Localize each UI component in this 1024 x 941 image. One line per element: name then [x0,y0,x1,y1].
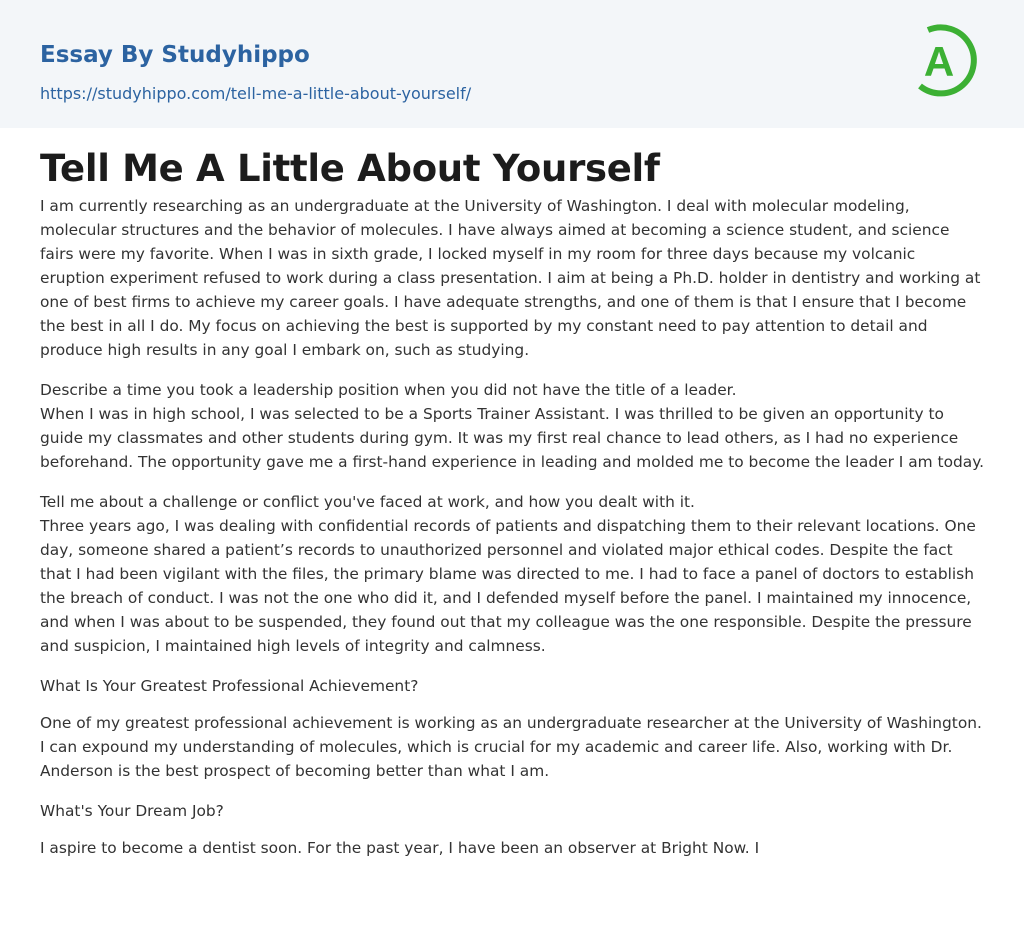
intro-paragraph: I am currently researching as an undergraduate at the University of Washington. I deal with molecular modeling, molecular structures and the behavior of molecules. I have always aimed at becoming a science student, and science fairs were my favorite. When I was in sixth grade, I locked myself in my room for three days because my volcanic eruption experiment refused to work during a class presentation. I aim at being a Ph.D. holder in dentistry and working at one of best firms to achieve my career goals. I have adequate strengths, and one of them is that I ensure that I become the best in all I do. My focus on achieving the best is supported by my constant need to pay attention to detail and produce high results in any goal I embark on, such as studying. [40,197,981,359]
logo-letter: A [923,38,955,85]
leadership-section [40,378,984,474]
challenge-answer: Three years ago, I was dealing with confidential records of patients and dispatching them to their relevant locations. One day, someone shared a patient’s records to unauthorized personnel and violated major ethical codes. Despite the fact that I had been vigilant with the files, the primary blame was directed to me. I had to face a panel of doctors to establish the breach of conduct. I was not the one who did it, and I defended myself before the panel. I maintained my innocence, and when I was about to be suspended, they found out that my colleague was the one responsible. Despite the pressure and suspicion, I maintained high levels of integrity and calmness. [40,517,976,655]
challenge-section [40,490,984,658]
site-brand[interactable]: Essay By Studyhippo [40,42,310,68]
studyhippo-logo-icon[interactable] [912,18,986,104]
dream-job-heading: What's Your Dream Job? [40,802,224,820]
leadership-question: Describe a time you took a leadership position when you did not have the title of a leader. [40,381,737,399]
essay-title: Tell Me A Little About Yourself [40,147,660,190]
site-header [0,0,1024,128]
achievement-paragraph: One of my greatest professional achievement is working as an undergraduate researcher at the University of Washington. I can expound my understanding of molecules, which is crucial for my academic and career life. Also, working with Dr. Anderson is the best prospect of becoming better than what I am. [40,714,982,780]
achievement-heading: What Is Your Greatest Professional Achievement? [40,677,419,695]
challenge-question: Tell me about a challenge or conflict you've faced at work, and how you dealt with it. [40,493,695,511]
page-url-link[interactable]: https://studyhippo.com/tell-me-a-little-about-yourself/ [40,84,472,103]
dream-job-paragraph: I aspire to become a dentist soon. For the past year, I have been an observer at Bright Now. I [40,839,760,857]
leadership-answer: When I was in high school, I was selected to be a Sports Trainer Assistant. I was thrilled to be given an opportunity to guide my classmates and other students during gym. It was my first real chance to lead others, as I had no experience beforehand. The opportunity gave me a first-hand experience in leading and molded me to become the leader I am today. [40,405,985,471]
essay-content [0,128,1024,860]
